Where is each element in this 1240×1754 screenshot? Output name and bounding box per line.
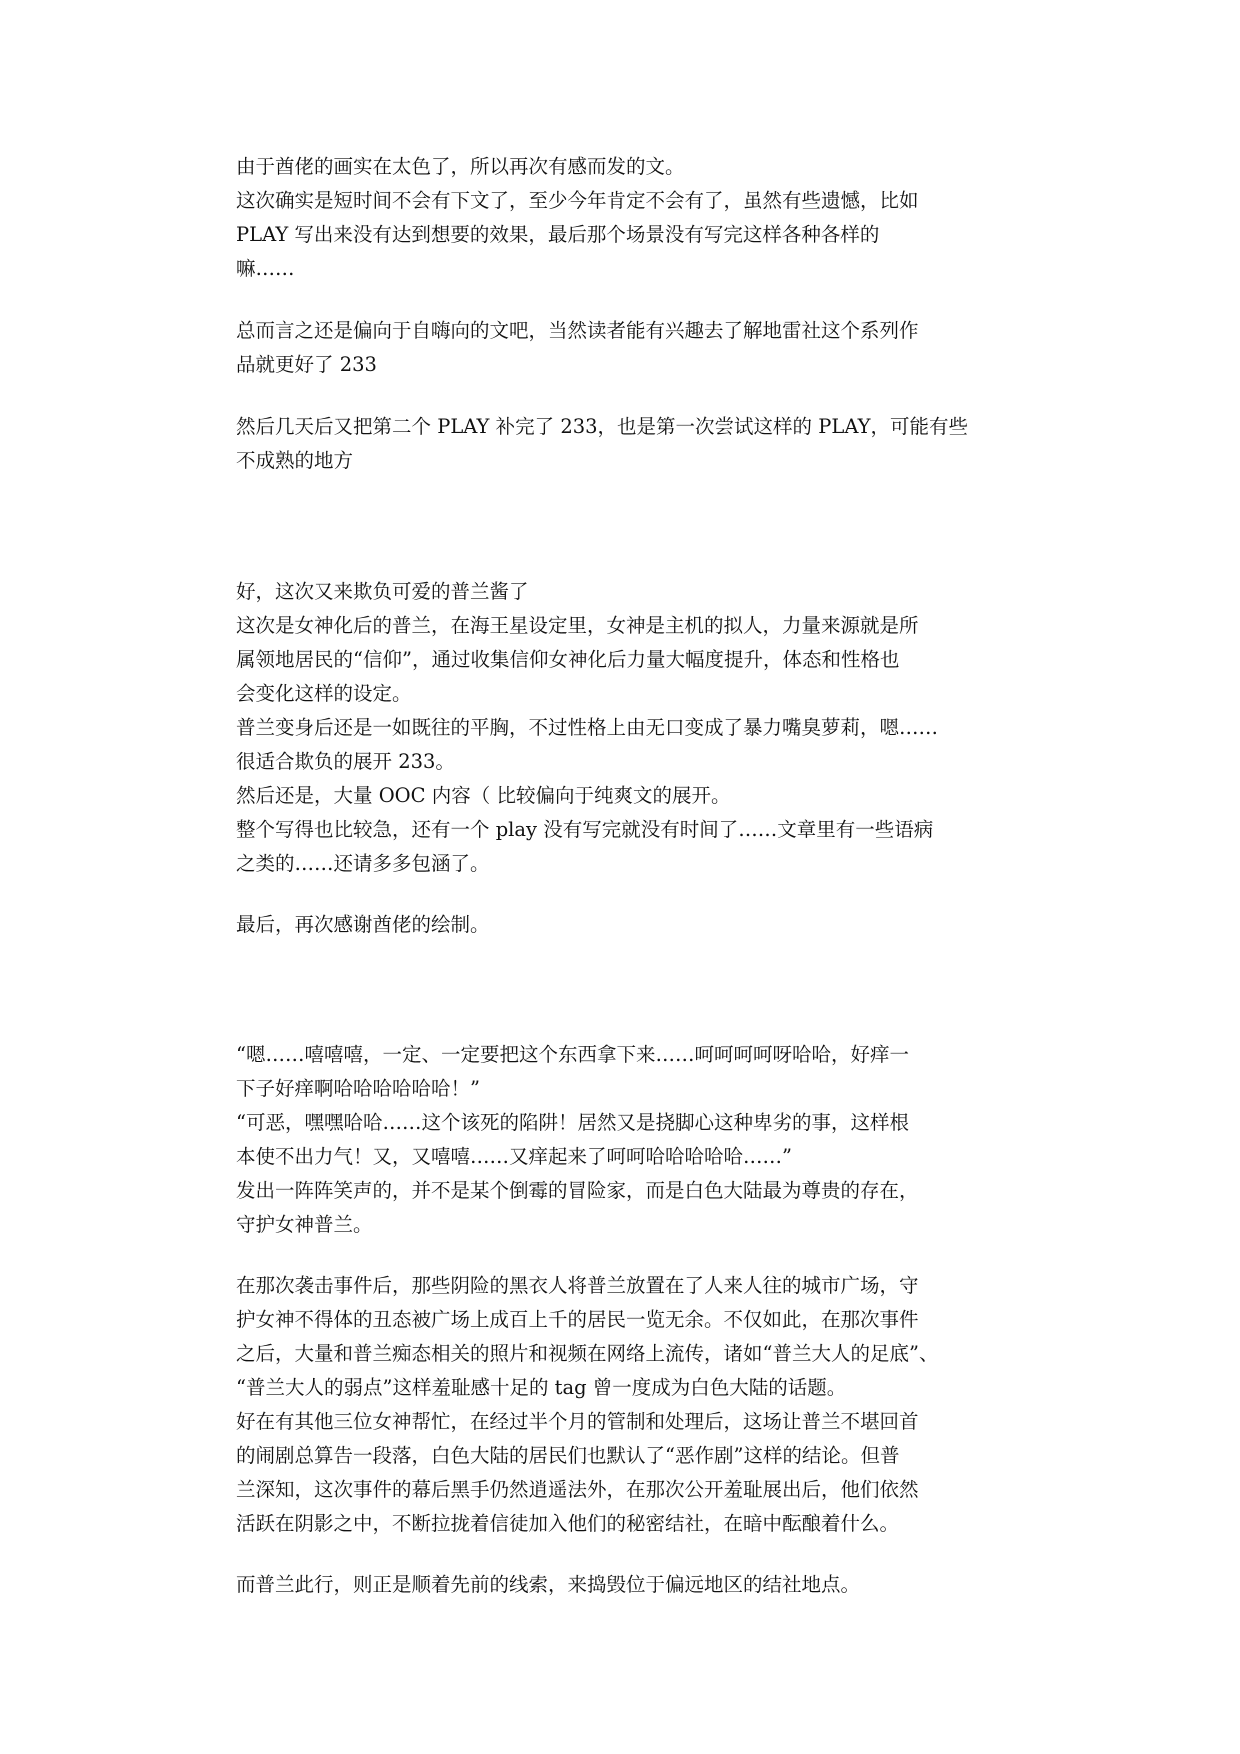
text-line: 在那次袭击事件后，那些阴险的黑衣人将普兰放置在了人来人往的城市广场，守 <box>236 1274 919 1297</box>
text-line: 下子好痒啊哈哈哈哈哈哈！” <box>236 1077 480 1100</box>
text-line: “可恶，嘿嘿哈哈……这个该死的陷阱！居然又是挠脚心这种卑劣的事，这样根 <box>236 1111 909 1134</box>
text-line: 之后，大量和普兰痴态相关的照片和视频在网络上流传，诸如“普兰大人的足底”、 <box>236 1342 939 1365</box>
text-line: 发出一阵阵笑声的，并不是某个倒霉的冒险家，而是白色大陆最为尊贵的存在， <box>236 1179 919 1202</box>
text-line: 总而言之还是偏向于自嗨向的文吧，当然读者能有兴趣去了解地雷社这个系列作 <box>236 319 919 342</box>
text-line: 不成熟的地方 <box>236 449 354 472</box>
text-line: 守护女神普兰。 <box>236 1213 373 1236</box>
text-line: 这次确实是短时间不会有下文了，至少今年肯定不会有了，虽然有些遗憾，比如 <box>236 189 919 212</box>
text-line: 很适合欺负的展开 233。 <box>236 750 455 773</box>
text-line: 本使不出力气！又，又嘻嘻……又痒起来了呵呵哈哈哈哈哈……” <box>236 1145 792 1168</box>
text-line: 而普兰此行，则正是顺着先前的线索，来捣毁位于偏远地区的结社地点。 <box>236 1573 861 1596</box>
text-line: 整个写得也比较急，还有一个 play 没有写完就没有时间了……文章里有一些语病 <box>236 818 934 841</box>
text-line: 嘛…… <box>236 257 295 280</box>
text-line: 好，这次又来欺负可爱的普兰酱了 <box>236 580 529 603</box>
text-line: 兰深知，这次事件的幕后黑手仍然逍遥法外，在那次公开羞耻展出后，他们依然 <box>236 1478 919 1501</box>
text-line: 最后，再次感谢酋佬的绘制。 <box>236 913 490 936</box>
text-line: 的闹剧总算告一段落，白色大陆的居民们也默认了“恶作剧”这样的结论。但普 <box>236 1444 900 1467</box>
text-line: 活跃在阴影之中，不断拉拢着信徒加入他们的秘密结社，在暗中酝酿着什么。 <box>236 1512 900 1535</box>
text-line: 普兰变身后还是一如既往的平胸，不过性格上由无口变成了暴力嘴臭萝莉，嗯…… <box>236 716 939 739</box>
text-line: 之类的……还请多多包涵了。 <box>236 852 490 875</box>
text-line: 好在有其他三位女神帮忙，在经过半个月的管制和处理后，这场让普兰不堪回首 <box>236 1410 919 1433</box>
text-line: 品就更好了 233 <box>236 353 377 376</box>
text-line: 属领地居民的“信仰”，通过收集信仰女神化后力量大幅度提升，体态和性格也 <box>236 648 900 671</box>
text-line: 然后几天后又把第二个 PLAY 补完了 233，也是第一次尝试这样的 PLAY，可能有些 <box>236 415 968 438</box>
text-line: PLAY 写出来没有达到想要的效果，最后那个场景没有写完这样各种各样的 <box>236 223 880 246</box>
text-line: 然后还是，大量 OOC 内容（ 比较偏向于纯爽文的展开。 <box>236 784 731 807</box>
text-line: 会变化这样的设定。 <box>236 682 412 705</box>
text-line: “普兰大人的弱点”这样羞耻感十足的 tag 曾一度成为白色大陆的话题。 <box>236 1376 847 1399</box>
text-line: 由于酋佬的画实在太色了，所以再次有感而发的文。 <box>236 155 685 178</box>
text-line: “嗯……嘻嘻嘻，一定、一定要把这个东西拿下来……呵呵呵呵呀哈哈，好痒一 <box>236 1043 909 1066</box>
text-line: 这次是女神化后的普兰，在海王星设定里，女神是主机的拟人，力量来源就是所 <box>236 614 919 637</box>
text-line: 护女神不得体的丑态被广场上成百上千的居民一览无余。不仅如此，在那次事件 <box>236 1308 919 1331</box>
